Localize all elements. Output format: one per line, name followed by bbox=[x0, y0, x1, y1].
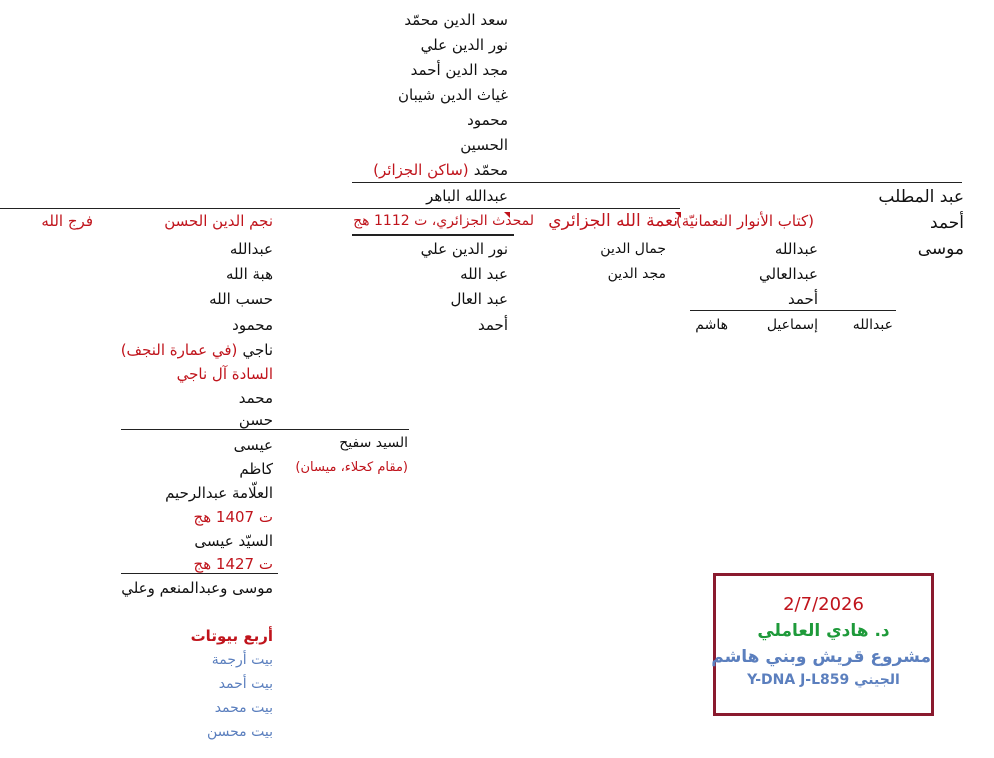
root-abd-almuttalib: عبد المطلب bbox=[878, 187, 964, 207]
majd-aldin: مجد الدين bbox=[607, 266, 666, 282]
death-date: ت 1407 هج bbox=[193, 508, 273, 526]
najm-aldin-alhasan: نجم الدين الحسن bbox=[164, 212, 273, 230]
naji-note: (في عمارة النجف) bbox=[120, 341, 238, 359]
lineage-item: غياث الدين شيبان bbox=[397, 86, 508, 104]
najm-col-item: محمود bbox=[232, 316, 273, 334]
info-author: د. هادي العاملي bbox=[757, 621, 890, 641]
info-dna bbox=[716, 672, 931, 688]
grandchild-hashim: هاشم bbox=[695, 317, 728, 333]
lineage-item: مجد الدين أحمد bbox=[410, 61, 508, 79]
nur-col-item: عبد العال bbox=[450, 290, 508, 308]
sayyid-safih: السيد سفيح bbox=[339, 435, 408, 451]
info-project: مشروع قريش وبني هاشم bbox=[711, 647, 931, 667]
naji-row bbox=[121, 338, 273, 362]
house-item: بيت أحمد bbox=[218, 676, 273, 692]
divider-top bbox=[352, 182, 962, 183]
houses-title: أربع بيوتات bbox=[190, 627, 273, 645]
death-date: ت 1427 هج bbox=[193, 555, 273, 573]
lineage-item-mohammad bbox=[373, 158, 508, 182]
muhaddith-jazairi: لمحدث الجزائري، ت 1112 هج bbox=[353, 213, 534, 229]
najm-col-item: عبدالله bbox=[229, 240, 273, 258]
lineage-item: محمود bbox=[467, 111, 508, 129]
dna-label: الجيني bbox=[854, 672, 900, 688]
nimatullah-jazairi: نعمة الله الجزائري bbox=[548, 211, 678, 231]
info-date: 2/7/2026 bbox=[783, 594, 864, 615]
nur-col-item: نور الدين علي bbox=[420, 240, 508, 258]
lineage-item: الحسين bbox=[460, 136, 508, 154]
allama-abdulrahim: العلّامة عبدالرحيم bbox=[165, 484, 273, 502]
house-item: بيت محمد bbox=[214, 700, 273, 716]
safih-shrine-note: (مقام كحلاء، ميسان) bbox=[295, 460, 408, 475]
mohammad-name: محمّد bbox=[473, 161, 508, 179]
underline-muhaddith bbox=[352, 234, 514, 236]
root-ahmad: أحمد bbox=[930, 213, 964, 233]
isa: عيسى bbox=[233, 436, 273, 454]
najm-col-item: حسن bbox=[238, 411, 273, 429]
root-musa: موسى bbox=[917, 239, 964, 259]
sayyid-isa: السيّد عيسى bbox=[194, 532, 273, 550]
najm-col-item: محمد bbox=[238, 389, 273, 407]
grandchild-abdullah: عبدالله bbox=[852, 317, 893, 333]
mohammad-note: (ساكن الجزائر) bbox=[373, 161, 469, 179]
musa-son: عبدالله bbox=[774, 240, 818, 258]
comment-mark bbox=[675, 212, 681, 218]
faraj-allah: فرج الله bbox=[41, 212, 93, 230]
nur-col-item: أحمد bbox=[478, 316, 508, 334]
sons-list: موسى وعبدالمنعم وعلي bbox=[121, 579, 273, 597]
musa-son: أحمد bbox=[788, 290, 818, 308]
sadat-al-naji: السادة آل ناجي bbox=[176, 365, 273, 383]
abdullah-albaher: عبدالله الباهر bbox=[426, 187, 508, 205]
house-item: بيت محسن bbox=[206, 724, 273, 740]
house-item: بيت أرجمة bbox=[211, 652, 273, 668]
lineage-item: نور الدين علي bbox=[420, 36, 508, 54]
kazim: كاظم bbox=[239, 460, 273, 478]
comment-mark bbox=[504, 212, 510, 218]
naji-name: ناجي bbox=[242, 341, 273, 359]
lineage-item: سعد الدين محمّد bbox=[404, 11, 508, 29]
grandchild-ismail: إسماعيل bbox=[766, 317, 818, 333]
info-box bbox=[713, 573, 934, 716]
dna-code: Y-DNA J-L859 bbox=[747, 672, 850, 688]
jamal-aldin: جمال الدين bbox=[600, 241, 666, 257]
nur-col-item: عبد الله bbox=[460, 265, 508, 283]
najm-col-item: حسب الله bbox=[209, 290, 273, 308]
kitab-anwar: (كتاب الأنوار النعمانيّة) bbox=[675, 212, 814, 230]
najm-col-item: هبة الله bbox=[226, 265, 273, 283]
musa-son: عبدالعالي bbox=[759, 265, 818, 283]
